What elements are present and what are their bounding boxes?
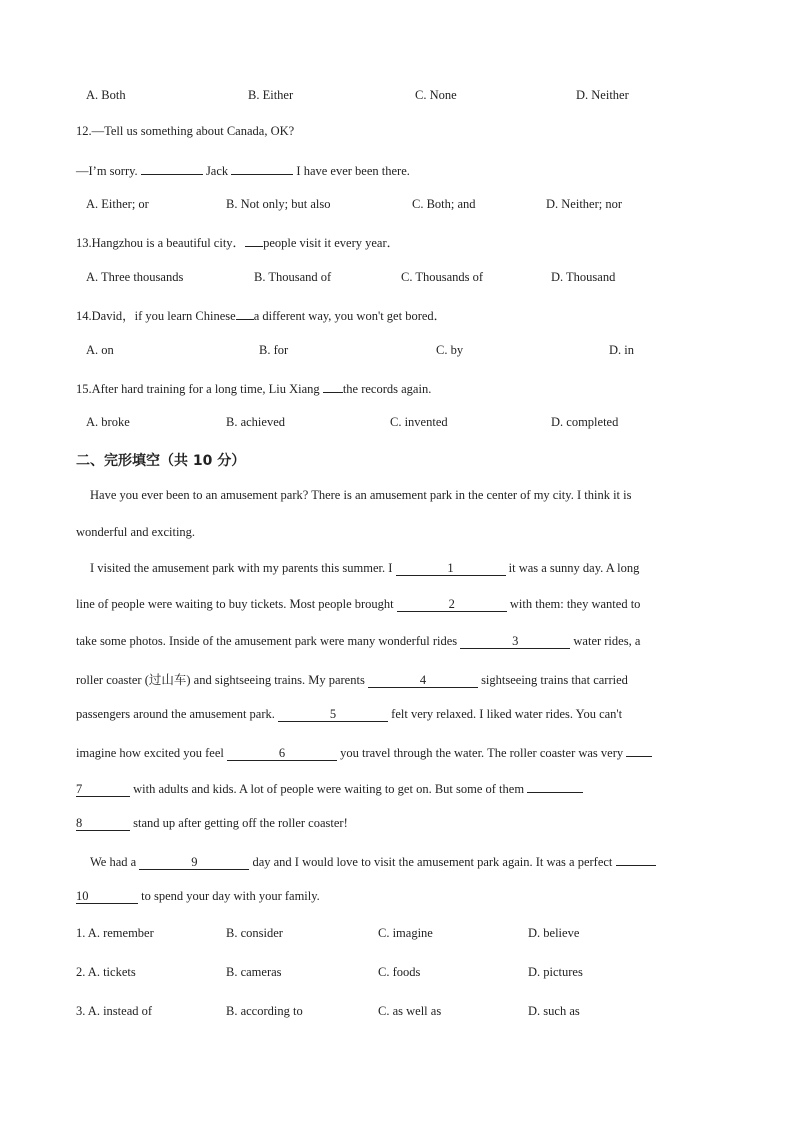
q12-reply-start: —I’m sorry. [76, 164, 138, 178]
q13-option-c[interactable]: C. Thousands of [401, 270, 484, 284]
cloze-q1-option-b[interactable]: B. consider [226, 926, 283, 940]
q13-option-b[interactable]: B. Thousand of [254, 270, 332, 284]
cloze-q3-option-c[interactable]: C. as well as [378, 1004, 442, 1018]
q15-stem [76, 379, 431, 397]
cloze-blank-1[interactable]: 1 [396, 562, 506, 576]
passage-text: roller coaster (过山车) and sightseeing trains. My parents [76, 673, 365, 687]
cloze-q2-option-a[interactable]: 2. A. tickets [76, 965, 136, 979]
q12-reply [76, 161, 410, 179]
cloze-blank-6[interactable]: 6 [227, 747, 337, 761]
q14-option-d[interactable]: D. in [609, 343, 634, 357]
q14-stem-start: 14.David，if you learn Chinese [76, 309, 236, 323]
passage-line [76, 707, 622, 722]
passage-text: it was a sunny day. A long [508, 561, 640, 575]
q14-stem [76, 306, 446, 324]
q15-option-c[interactable]: C. invented [390, 415, 448, 429]
q12-option-d[interactable]: D. Neither; nor [546, 197, 623, 211]
passage-line [90, 852, 656, 870]
passage-text: water rides, a [573, 634, 641, 648]
cloze-q2-option-d[interactable]: D. pictures [528, 965, 583, 979]
cloze-blank-8[interactable]: 8 [76, 817, 130, 831]
q12-reply-end: I have ever been there. [296, 164, 410, 178]
q12-stem: 12.—Tell us something about Canada, OK? [76, 124, 295, 138]
q12-blank-1[interactable] [141, 161, 203, 175]
cloze-q1-option-c[interactable]: C. imagine [378, 926, 433, 940]
passage-text: sightseeing trains that carried [481, 673, 628, 687]
passage-line [76, 634, 640, 649]
cloze-blank-4[interactable]: 4 [368, 674, 478, 688]
q13-stem-start: 13.Hangzhou is a beautiful city． [76, 236, 246, 250]
passage-text: imagine how excited you feel [76, 746, 224, 760]
q12-option-b[interactable]: B. Not only; but also [226, 197, 331, 211]
q12-option-a[interactable]: A. Either; or [86, 197, 149, 211]
passage-text: line of people were waiting to buy tickets. Most people brought [76, 597, 394, 611]
cloze-blank-9[interactable]: 9 [139, 856, 249, 870]
cloze-blank-10[interactable]: 10 [76, 890, 138, 904]
q11-option-d[interactable]: D. Neither [576, 88, 629, 102]
cloze-blank-7[interactable]: 7 [76, 783, 130, 797]
passage-line [90, 561, 639, 576]
cloze-blank-5[interactable]: 5 [278, 708, 388, 722]
q13-option-d[interactable]: D. Thousand [551, 270, 616, 284]
cloze-blank-8-lead[interactable] [527, 779, 583, 793]
q11-option-b[interactable]: B. Either [248, 88, 294, 102]
q14-stem-end: a different way, you won't get bored． [253, 309, 447, 323]
q12-blank-2[interactable] [231, 161, 293, 175]
passage-text: you travel through the water. The roller coaster was very [340, 746, 624, 760]
passage-text: stand up after getting off the roller coaster! [133, 816, 348, 830]
passage-line [76, 597, 640, 612]
passage-text: with adults and kids. A lot of people were waiting to get on. But some of them [133, 782, 525, 796]
passage-text: We had a [90, 855, 137, 869]
q13-stem-end: people visit it every year． [263, 236, 400, 250]
q15-stem-end: the records again. [342, 382, 432, 396]
q12-option-c[interactable]: C. Both; and [412, 197, 476, 211]
q13-option-a[interactable]: A. Three thousands [86, 270, 184, 284]
passage-line: wonderful and exciting. [76, 525, 196, 539]
cloze-q1-option-d[interactable]: D. believe [528, 926, 580, 940]
cloze-blank-10-lead[interactable] [616, 852, 656, 866]
cloze-blank-7-lead[interactable] [626, 743, 652, 757]
q14-option-b[interactable]: B. for [259, 343, 289, 357]
passage-text: felt very relaxed. I liked water rides. You can't [391, 707, 623, 721]
q14-option-a[interactable]: A. on [86, 343, 114, 357]
cloze-q3-option-d[interactable]: D. such as [528, 1004, 580, 1018]
cloze-q3-option-a[interactable]: 3. A. instead of [76, 1004, 153, 1018]
q13-stem [76, 233, 399, 251]
passage-line [76, 779, 583, 797]
cloze-q1-option-a[interactable]: 1. A. remember [76, 926, 154, 940]
passage-text: with them: they wanted to [509, 597, 641, 611]
cloze-q2-option-c[interactable]: C. foods [378, 965, 421, 979]
passage-text: I visited the amusement park with my parents this summer. I [90, 561, 393, 575]
q15-blank[interactable] [323, 379, 343, 393]
q15-option-d[interactable]: D. completed [551, 415, 619, 429]
cloze-blank-2[interactable]: 2 [397, 598, 507, 612]
q15-option-b[interactable]: B. achieved [226, 415, 286, 429]
passage-text: to spend your day with your family. [141, 889, 320, 903]
passage-line [76, 816, 348, 831]
passage-line [76, 670, 628, 688]
cloze-blank-3[interactable]: 3 [460, 635, 570, 649]
q13-blank[interactable] [245, 233, 263, 247]
q11-option-a[interactable]: A. Both [86, 88, 126, 102]
passage-line [76, 743, 652, 761]
passage-line: Have you ever been to an amusement park? There is an amusement park in the center of my city. I think it is [90, 488, 632, 502]
q15-stem-start: 15.After hard training for a long time, Liu Xiang [76, 382, 320, 396]
passage-text: passengers around the amusement park. [76, 707, 275, 721]
passage-line [76, 889, 320, 904]
q11-option-c[interactable]: C. None [415, 88, 457, 102]
q14-option-c[interactable]: C. by [436, 343, 464, 357]
passage-text: take some photos. Inside of the amusement park were many wonderful rides [76, 634, 458, 648]
q14-blank[interactable] [236, 306, 254, 320]
passage-text: day and I would love to visit the amusement park again. It was a perfect [252, 855, 613, 869]
q15-option-a[interactable]: A. broke [86, 415, 130, 429]
section-2-title: 二、完形填空（共 10 分） [76, 453, 246, 469]
q12-reply-mid: Jack [205, 164, 229, 178]
cloze-q2-option-b[interactable]: B. cameras [226, 965, 282, 979]
cloze-q3-option-b[interactable]: B. according to [226, 1004, 303, 1018]
